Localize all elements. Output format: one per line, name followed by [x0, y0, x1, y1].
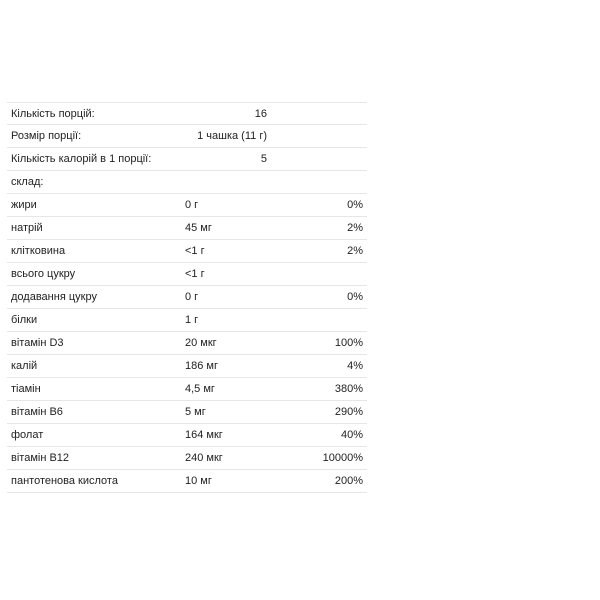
- nutrient-amount: 0 г: [185, 291, 199, 303]
- nutrient-amount: 20 мкг: [185, 337, 217, 349]
- nutrition-facts-table: [7, 102, 367, 493]
- nutrient-row-vitamin-b6: [7, 401, 367, 424]
- nutrient-name: білки: [11, 314, 38, 326]
- nutrient-daily-value: 2%: [347, 245, 363, 257]
- nutrient-name: жири: [11, 199, 37, 211]
- nutrient-row-thiamin: [7, 378, 367, 401]
- nutrient-amount: <1 г: [185, 268, 205, 280]
- composition-header-row: [7, 171, 367, 194]
- nutrient-name: натрій: [11, 222, 43, 234]
- nutrient-row-fiber: [7, 240, 367, 263]
- nutrient-name: тіамін: [11, 383, 41, 395]
- nutrient-name: фолат: [11, 429, 44, 441]
- serving-size-value: 1 чашка (11 г): [197, 130, 267, 142]
- nutrient-daily-value: 0%: [347, 291, 363, 303]
- serving-size-label: Розмір порції:: [11, 130, 82, 142]
- nutrient-amount: 164 мкг: [185, 429, 223, 441]
- nutrient-row-added-sugar: [7, 286, 367, 309]
- nutrient-daily-value: 2%: [347, 222, 363, 234]
- nutrient-name: калій: [11, 360, 38, 372]
- nutrient-name: вітамін D3: [11, 337, 64, 349]
- nutrient-daily-value: 40%: [340, 429, 363, 441]
- nutrient-amount: 0 г: [185, 199, 199, 211]
- nutrient-row-sodium: [7, 217, 367, 240]
- nutrient-name: клітковина: [11, 245, 66, 257]
- nutrient-amount: 45 мг: [185, 222, 212, 234]
- nutrient-amount: 186 мг: [185, 360, 218, 372]
- nutrient-amount: 1 г: [185, 314, 199, 326]
- servings-count-row: [7, 102, 367, 125]
- calories-value: 5: [260, 153, 267, 165]
- nutrient-name: вітамін B6: [11, 406, 63, 418]
- nutrient-daily-value: 10000%: [322, 452, 363, 464]
- nutrient-name: всього цукру: [11, 268, 76, 280]
- nutrient-row-pantothenic-acid: [7, 470, 367, 493]
- nutrient-row-protein: [7, 309, 367, 332]
- nutrient-row-fat: [7, 194, 367, 217]
- nutrient-row-potassium: [7, 355, 367, 378]
- serving-size-row: [7, 125, 367, 148]
- nutrient-daily-value: 380%: [334, 383, 363, 395]
- nutrient-amount: 10 мг: [185, 475, 212, 487]
- nutrient-amount: 5 мг: [185, 406, 206, 418]
- nutrient-daily-value: 4%: [347, 360, 363, 372]
- calories-row: [7, 148, 367, 171]
- nutrient-daily-value: 0%: [347, 199, 363, 211]
- nutrient-daily-value: 200%: [334, 475, 363, 487]
- nutrient-row-folate: [7, 424, 367, 447]
- servings-count-label: Кількість порцій:: [11, 108, 95, 120]
- nutrient-amount: 4,5 мг: [185, 383, 215, 395]
- nutrient-row-total-sugar: [7, 263, 367, 286]
- nutrient-name: додавання цукру: [11, 291, 97, 303]
- servings-count-value: 16: [254, 108, 267, 120]
- nutrient-name: пантотенова кислота: [11, 475, 118, 487]
- nutrient-row-vitamin-d3: [7, 332, 367, 355]
- nutrient-daily-value: 290%: [334, 406, 363, 418]
- composition-label: склад:: [11, 176, 44, 188]
- nutrient-name: вітамін B12: [11, 452, 70, 464]
- calories-label: Кількість калорій в 1 порції:: [11, 153, 152, 165]
- nutrient-amount: <1 г: [185, 245, 205, 257]
- nutrient-row-vitamin-b12: [7, 447, 367, 470]
- nutrient-daily-value: 100%: [334, 337, 363, 349]
- nutrient-amount: 240 мкг: [185, 452, 223, 464]
